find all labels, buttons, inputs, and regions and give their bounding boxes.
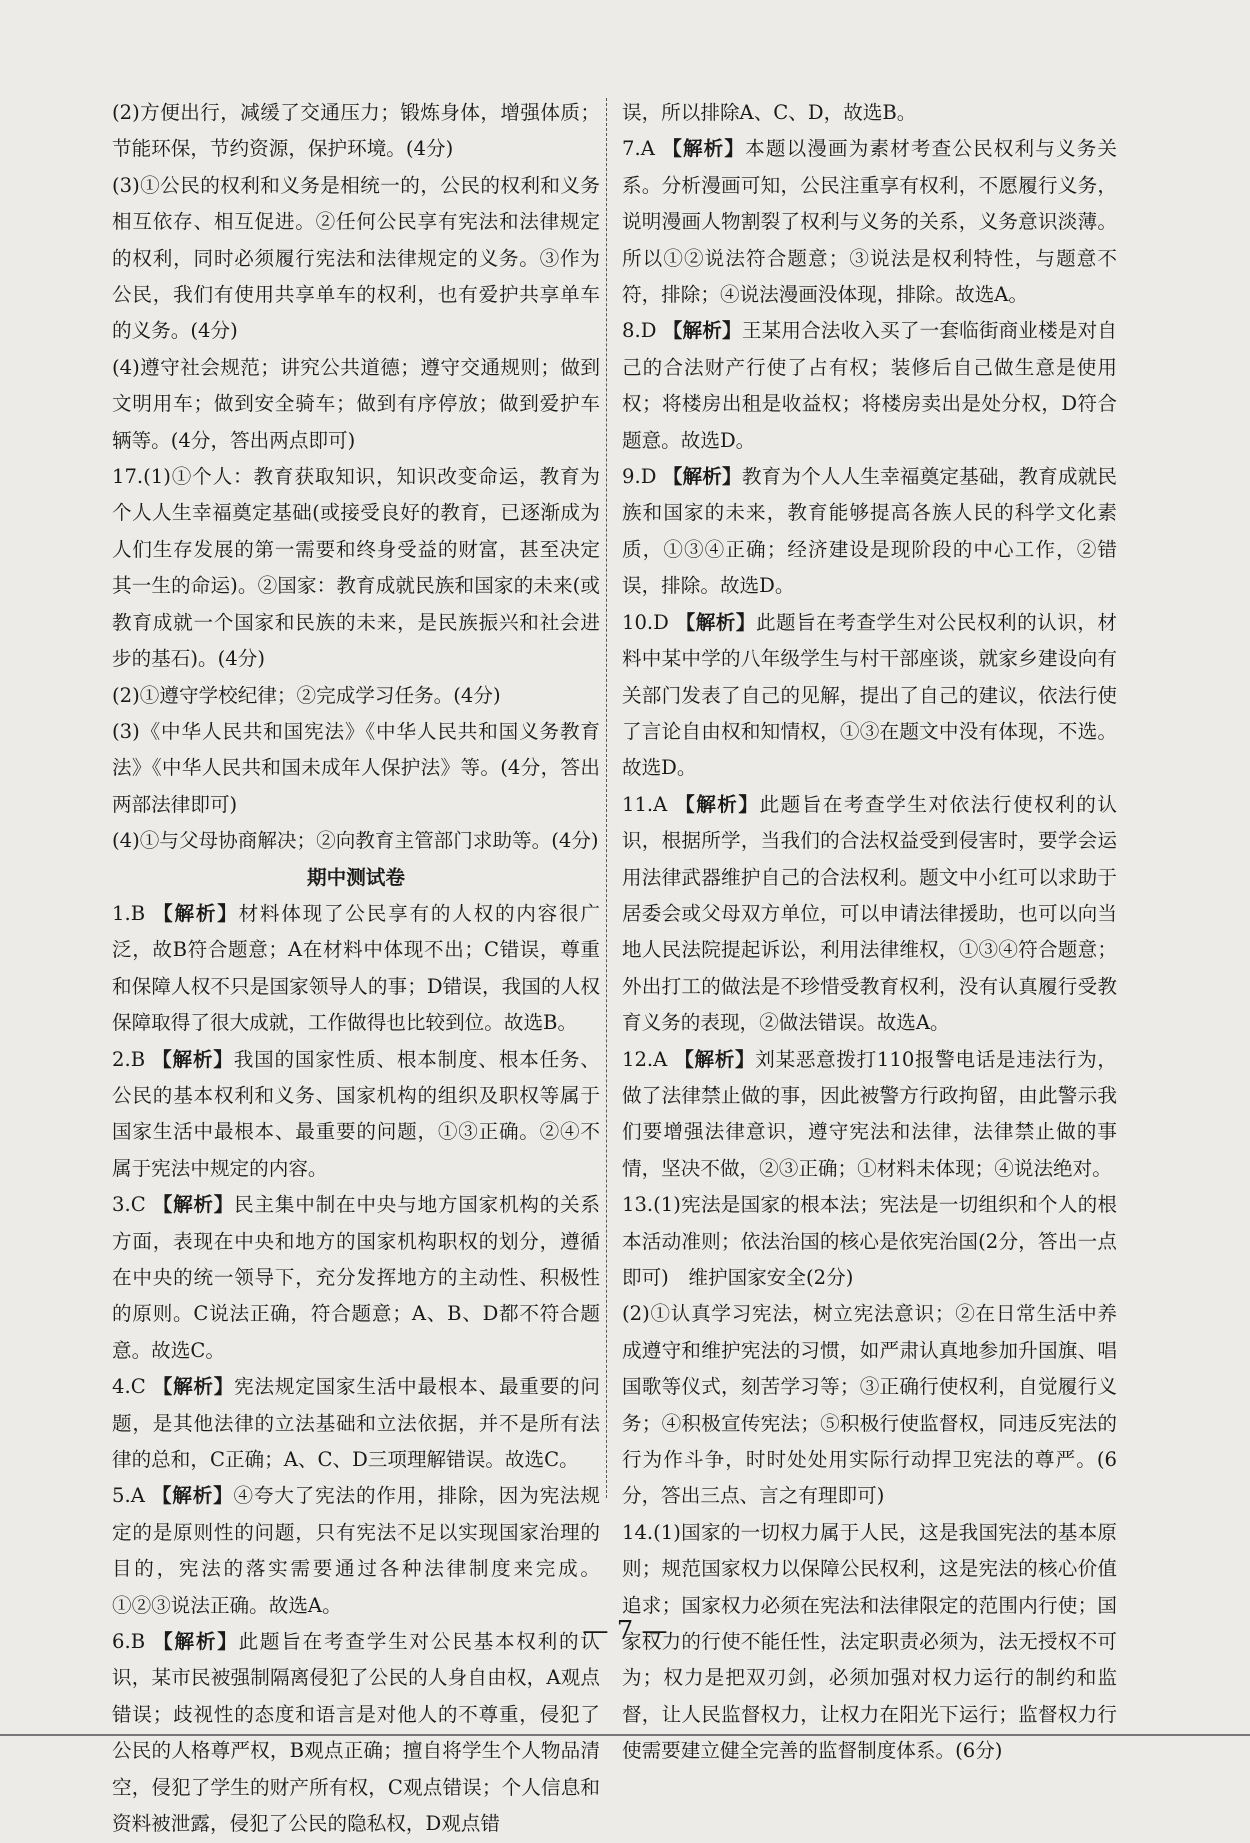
analysis-tag: 【解析】 — [151, 1484, 234, 1508]
answer-paragraph: 13.(1)宪法是国家的根本法；宪法是一切组织和个人的根本活动准则；依法治国的核心是依宪治国(2分，答出一点即可) 维护国家安全(2分) — [622, 1193, 1117, 1289]
answer-number: 6.B — [112, 1630, 146, 1654]
answer-paragraph: (2)①遵守学校纪律；②完成学习任务。(4分) — [112, 683, 501, 707]
analysis-tag: 【解析】 — [662, 137, 746, 161]
left-column — [112, 95, 600, 1843]
answer-item — [622, 459, 1117, 605]
answer-paragraph: (2)方便出行，减缓了交通压力；锻炼身体，增强体质；节能环保，节约资源，保护环境。(4分) — [112, 101, 600, 161]
answer-paragraph: 误，所以排除A、C、D，故选B。 — [622, 101, 917, 124]
answer-item — [112, 1478, 600, 1624]
answer-item — [112, 1369, 600, 1478]
answer-number: 5.A — [112, 1484, 145, 1508]
analysis-tag: 【解析】 — [152, 1193, 235, 1217]
column-divider — [606, 98, 607, 1498]
answer-item — [622, 131, 1117, 313]
answer-item — [622, 1042, 1117, 1188]
analysis-tag: 【解析】 — [674, 1047, 756, 1071]
answer-text: 本题以漫画为素材考查公民权利与义务关系。分析漫画可知，公民注重享有权利，不愿履行义务，说明漫画人物割裂了权利与义务的关系，义务意识淡薄。所以①②说法符合题意；③说法是权利特性，与题意不符，排除；④说法漫画没体现，排除。故选A。 — [622, 137, 1118, 307]
page-number: — 7 — — [582, 1616, 668, 1646]
answer-paragraph: (4)①与父母协商解决；②向教育主管部门求助等。(4分) — [112, 829, 599, 853]
analysis-tag: 【解析】 — [662, 465, 742, 489]
answer-text: 此题旨在考查学生对依法行使权利的认识，根据所学，当我们的合法权益受到侵害时，要学会运用法律武器维护自己的合法权利。题文中小红可以求助于居委会或父母双方单位，可以申请法律援助，也可以向当地人民法院提起诉讼，利用法律维权，①③④符合题意；外出打工的做法是不珍惜受教育权利，没有认真履行受教育义务的表现，②做法错误。故选A。 — [622, 792, 1118, 1035]
answer-number: 12.A — [622, 1047, 668, 1071]
answer-text: 刘某恶意拨打110报警电话是违法行为，做了法律禁止做的事，因此被警方行政拘留，由此警示我们要增强法律意识，遵守宪法和法律，法律禁止做的事情，坚决不做，②③正确；①材料未体现；④说法绝对。 — [622, 1047, 1117, 1180]
answer-paragraph: (3)《中华人民共和国宪法》《中华人民共和国义务教育法》《中华人民共和国未成年人保护法》等。(4分，答出两部法律即可) — [112, 719, 600, 816]
answer-item — [112, 896, 600, 1042]
answer-text: 我国的国家性质、根本制度、根本任务、公民的基本权利和义务、国家机构的组织及职权等属于国家生活中最根本、最重要的问题，①③正确。②④不属于宪法中规定的内容。 — [112, 1047, 600, 1180]
answer-text: 教育为个人人生幸福奠定基础，教育成就民族和国家的未来，教育能够提高各族人民的科学文化素质，①③④正确；经济建设是现阶段的中心工作，②错误，排除。故选D。 — [622, 465, 1118, 598]
analysis-tag: 【解析】 — [675, 610, 756, 634]
answer-paragraph: 14.(1)国家的一切权力属于人民，这是我国宪法的基本原则；规范国家权力以保障公民权利，这是宪法的核心价值追求；国家权力必须在宪法和法律限定的范围内行使；国家权力的行使不能任性，法定职责必须为，法无授权不可为；权力是把双刃剑，必须加强对权力运行的制约和监督，让人民监督权力，让权力在阳光下运行；监督权力行使需要建立健全完善的监督制度体系。(6分) — [622, 1520, 1117, 1763]
answer-number: 10.D — [622, 610, 669, 634]
answer-text: 此题旨在考查学生对公民权利的认识，材料中某中学的八年级学生与村干部座谈，就家乡建设向有关部门发表了自己的见解，提出了自己的建议，依法行使了言论自由权和知情权，①③在题文中没有体现，不选。故选D。 — [622, 610, 1118, 780]
answer-text: 此题旨在考查学生对公民基本权利的认识，某市民被强制隔离侵犯了公民的人身自由权，A观点错误；歧视性的态度和语言是对他人的不尊重，侵犯了公民的人格尊严权，B观点正确；擅自将学生个人物品清空，侵犯了学生的财产所有权，C观点错误；个人信息和资料被泄露，侵犯了公民的隐私权，D观点错 — [112, 1630, 601, 1836]
answer-item — [622, 605, 1117, 787]
answer-paragraph: (4)遵守社会规范；讲究公共道德；遵守交通规则；做到文明用车；做到安全骑车；做到有序停放；做到爱护车辆等。(4分，答出两点即可) — [112, 355, 600, 452]
answer-text: 材料体现了公民享有的人权的内容很广泛，故B符合题意；A在材料中体现不出；C错误，尊重和保障人权不只是国家领导人的事；D错误，我国的人权保障取得了很大成就，工作做得也比较到位。故选B。 — [112, 901, 601, 1035]
answer-number: 9.D — [622, 465, 657, 489]
answer-text: 民主集中制在中央与地方国家机构的关系方面，表现在中央和地方的国家机构职权的划分，遵循在中央的统一领导下，充分发挥地方的主动性、积极性的原则。C说法正确，符合题意；A、B、D都不符合题意。故选C。 — [112, 1193, 601, 1362]
analysis-tag: 【解析】 — [152, 1375, 235, 1399]
answer-number: 3.C — [112, 1193, 146, 1217]
analysis-tag: 【解析】 — [662, 319, 742, 343]
analysis-tag: 【解析】 — [152, 1047, 234, 1071]
bottom-rule — [0, 1734, 1250, 1736]
answer-item — [622, 313, 1117, 459]
answer-number: 7.A — [622, 137, 655, 161]
answer-number: 2.B — [112, 1047, 146, 1071]
answer-paragraph: 17.(1)①个人：教育获取知识，知识改变命运，教育为个人人生幸福奠定基础(或接受良好的教育，已逐渐成为人们生存发展的第一需要和终身受益的财富，甚至决定其一生的命运)。②国家：教育成就民族和国家的未来(或教育成就一个国家和民族的未来，是民族振兴和社会进步的基石)。(4分) — [112, 465, 600, 671]
answer-text: 王某用合法收入买了一套临街商业楼是对自己的合法财产行使了占有权；装修后自己做生意是使用权；将楼房出租是收益权；将楼房卖出是处分权，D符合题意。故选D。 — [622, 319, 1118, 452]
answer-number: 11.A — [622, 792, 668, 816]
analysis-tag: 【解析】 — [675, 792, 760, 816]
answer-item — [112, 1042, 600, 1188]
answer-item — [622, 787, 1117, 1042]
answer-text: ④夸大了宪法的作用，排除，因为宪法规定的是原则性的问题，只有宪法不足以实现国家治理的目的，宪法的落实需要通过各种法律制度来完成。①②③说法正确。故选A。 — [112, 1484, 601, 1617]
answer-text: 宪法规定国家生活中最根本、最重要的问题，是其他法律的立法基础和立法依据，并不是所有法律的总和，C正确；A、C、D三项理解错误。故选C。 — [112, 1375, 601, 1472]
answer-number: 4.C — [112, 1375, 146, 1399]
answer-paragraph: (3)①公民的权利和义务是相统一的，公民的权利和义务相互依存、相互促进。②任何公民享有宪法和法律规定的权利，同时必须履行宪法和法律规定的义务。③作为公民，我们有使用共享单车的权利，也有爱护共享单车的义务。(4分) — [112, 173, 600, 343]
answer-item — [112, 1187, 600, 1369]
answer-number: 1.B — [112, 901, 146, 925]
answer-paragraph: (2)①认真学习宪法，树立宪法意识；②在日常生活中养成遵守和维护宪法的习惯，如严肃认真地参加升国旗、唱国歌等仪式，刻苦学习等；③正确行使权利，自觉履行义务；④积极宣传宪法；⑤积极行使监督权，同违反宪法的行为作斗争，时时处处用实际行动捍卫宪法的尊严。(6分，答出三点、言之有理即可) — [622, 1302, 1117, 1508]
answer-number: 8.D — [622, 319, 657, 343]
analysis-tag: 【解析】 — [153, 1630, 239, 1654]
analysis-tag: 【解析】 — [153, 901, 239, 925]
section-heading: 期中测试卷 — [307, 865, 405, 889]
right-column — [622, 95, 1117, 1770]
